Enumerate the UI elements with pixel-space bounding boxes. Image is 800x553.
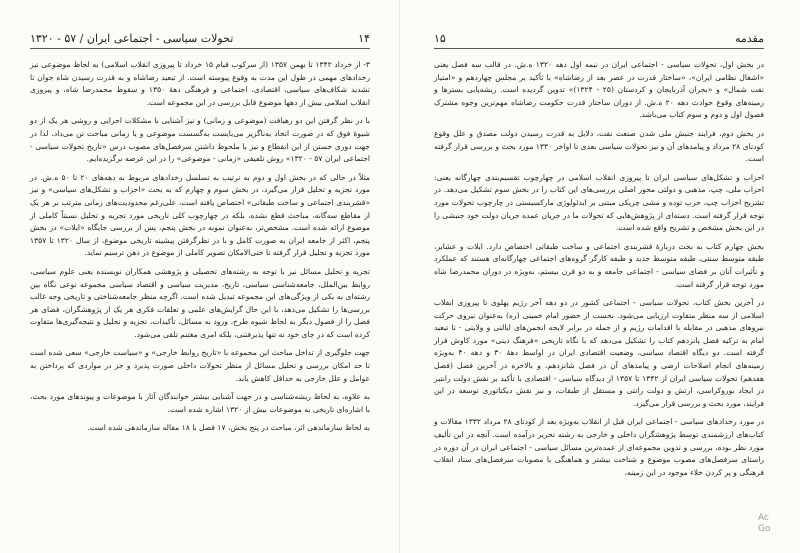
paragraph: ۳- از خرداد ۱۳۴۲ تا بهمن ۱۳۵۷ (از سرکوب قیام ۱۵ خرداد تا پیروزی انقلاب اسلامی) به لحاظ موضوعی نیز رخدادهای مهمی در طول این مدت به وقوع پیوسته است. از تبعید رضاشاه و به قدرت رسیدن شاه جوان تا تشدید شکاف‌های سیاسی، اقتصادی، اجتماعی و فرهنگی دههٔ ۱۳۵۰ و سقوط محمدرضا شاه، و پیروزی انقلاب اسلامی بیش از دهها موضوع قابل بررسی در این مجموعه است.	[30, 60, 370, 107]
running-title: تحولات سیاسی - اجتماعی ایران / ۵۷ - ۱۳۲۰	[30, 32, 234, 45]
paragraph: بخش چهارم کتاب به بحث دربارهٔ قشربندی اجتماعی و ساخت طبقاتی اختصاص دارد. ایلات و عشایر، طبقه متوسط سنتی، طبقه متوسط جدید و طبقه کارگر گروه‌های اجتماعی چهارگانه‌ای هستند که عملکرد و تأثیرات آنان بر فضای سیاسی - اجتماعی جامعه و به دو قرن بیستم، به‌ویژه در دوران محمدرضا شاه مورد توجه قرار گرفته است.	[434, 241, 764, 289]
paragraph: احزاب و تشکل‌های سیاسی ایران تا پیروزی انقلاب اسلامی در چهارچوب تقسیم‌بندی چهارگانه یعنی: احزاب ملی، چپ، مذهبی و دولتی محور اصلی بررسی‌های این کتاب را در بخش سوم تشکیل می‌دهد. در تشریح احزاب چپ، حزب توده و مشی چریکی مبتنی بر ایدئولوژی مارکسیستی در چارچوب تحولات مورد توجه قرار گرفته است. دسته‌ای از پژوهش‌هایی که تحولات ما در جریان عمده جریان دولت خود جنبشی را در این بخش مشخص و تشریح واقع شده است.	[434, 172, 764, 233]
paragraph: در آخرین بخش کتاب، تحولات سیاسی - اجتماعی کشور در دو دهه آخر رژیم پهلوی تا پیروزی انقلاب اسلامی از سه منظر متفاوت ارزیابی می‌شود. نخست از حضور امام خمینی (ره) به‌عنوان نیروی حرکت نیروهای مذهبی در مقابله با اقدامات رژیم و از جمله در برابر لایحه انجمن‌های ایالتی و ولایتی - تا تبعید امام به ترکیه فصل پانزدهم کتاب را تشکیل می‌دهد که با نگاه تاریخی «فرهنگ دینی» مورد کاوش قرار گرفته است. دو دیگاه اقتصاد سیاسی، وضعیت اقتصادی ایران در اواسط دههٔ ۳۰ و دهه ۴۰ به‌ویژه زمینه‌های انجام اصلاحات ارضی و پیامدهای آن در فصل شانزدهم، و بالاخره در آخرین فصل (فصل هفدهم) تحولات سیاسی ایران از ۱۳۴۲ تا ۱۳۵۷ از دیدگاه سیاسی - اقتصادی با تأکید بر نقش دولت رانتیر در ایجاد بوروکراسی، ارتش و دولت رانتی و مستقل از طبقات، و نیز نقش دیکتاتوری توسعه در این فرایند، مورد بحث و بررسی قرار می‌گیرد.	[434, 298, 764, 408]
right-page-header	[434, 30, 764, 49]
paragraph: به لحاظ سازماندهی اثر، مباحث در پنج بخش، ۱۷ فصل با ۱۸ مقاله سازماندهی شده است.	[87, 423, 370, 433]
page-number: ۱۵	[434, 32, 446, 45]
paragraph: به علاوه، به لحاظ ریشه‌شناسی و در جهت آشنایی بیشتر خوانندگان آثار با موضوعات و پیوندهای مورد بحث، با اشاره‌ای تاریخی به موضوعات بیش از ۱۳۲۰ اشاره شده است.	[30, 392, 370, 414]
paragraph: در بخش دوم، فرایند جنبش ملی شدن صنعت نفت، دلایل به قدرت رسیدن دولت مصدق و علل وقوع کودتای ۲۸ مرداد و پیامدهای آن و نیز تحولات سیاسی بعدی تا اواخر ۱۳۳۰ مورد بحث و بررسی قرار گرفته است.	[434, 128, 764, 164]
watermark-line: Ac	[758, 513, 769, 523]
paragraph: مثلاً در حالی که در بخش اول و دوم به ترتیب به تسلسل رخدادهای مربوط به دهه‌های ۲۰ تا ۵۰ ه.ش. در مورد تجزیه و تحلیل قرار می‌گیرد، در بخش سوم و چهارم که به بحث «احزاب و تشکل‌های سیاسی» و نیز «قشربندی اجتماعی و ساخت طبقاتی» اختصاص یافته است، علی‌رغم محدودیت‌های زمانی مترتب بر هر یک از مقاطع سه‌گانه، مباحث قطع نشده، بلکه در چهارچوب کلی تاریخی مورد تجزیه و تحلیل نسبتاً کاملی از موضوع ارائه شده است. مشخص‌تر، به‌عنوان نمونه در بخش پنجم، پس از بررسی جایگاه «ایلات» در بخش پنجم، اکثر از جامعه ایران به صورت کامل و با در نظرگرفتن پیشینه تاریخی موضوع، از سال ۱۳۲۰ تا ۱۳۵۷ مورد تجزیه و تحلیل قرار گرفته تا حتی‌الامکان تصویر کاملی از موضوع در ذهن ترسیم نماید.	[30, 172, 370, 258]
watermark-line: Go	[758, 524, 771, 534]
chapter-title: مقدمه	[734, 32, 764, 45]
paragraph: در بخش اول، تحولات سیاسی - اجتماعی ایران در نیمه اول دهه ۱۳۲۰ ه.ش. در قالب سه فصل یعنی «اشغال نظامی ایران»، «ساختار قدرت در عصر بعد از رضاشاه» با تأکید بر مجلس چهاردهم و «امتیاز نفت شمال» و «بحران آذربایجان و کردستان (۲۵ - ۱۳۲۴)» تدوین گردیده است. ریشه‌یابی بستر‌ها و زمینه‌های وقوع حوادث دهه ۲۰ ه.ش. از دوران ساختار قدرت حکومت رضاشاه مهم‌ترین وجوه مشترک فصول اول و دوم و سوم کتاب می‌باشد.	[434, 60, 764, 120]
paragraph: با در نظر گرفتن این دو رهیافت (موضوعی و زمانی) و نیز آشنایی با مشکلات اجرایی و روشی هر یک از دو شیوهٔ فوق که در صورت اتخاذ به‌ناگزیر می‌بایست به‌گسست موضوعی و یا زمانی مباحث تن می‌داد، لذا در جهت دوری جستن از این انقطاع و نیز با ملحوظ داشتن سرفصل‌های مصوب درس «تاریخ تحولات سیاسی - اجتماعی ایران ۵۷ - ۱۳۲۰» روش تلفیقی «زمانی - موضوعی» را در این عرصه برگزیده‌ایم.	[30, 116, 370, 164]
page-number: ۱۴	[358, 32, 370, 45]
right-page	[400, 0, 800, 553]
activation-watermark	[758, 513, 798, 535]
left-page-header	[30, 30, 370, 49]
paragraph: در مورد رخدادهای سیاسی - اجتماعی ایران قبل از انقلاب به‌ویژه بعد از کودتای ۲۸ مرداد ۱۳۳۲ مقالات و کتاب‌های ارزشمندی توسط پژوهشگران داخلی و خارجی به رشته تحریر درآمده است. آنچه در این تألیف مورد نظر بوده، بررسی و تدوین مجموعه‌ای از عمده‌ترین مسائل سیاسی - اجتماعی ایران در آن دوره در راستای سرفصل‌های مصوب موضوع و شناخت بیشتر و هماهنگی با مصوبات سرفصل‌های ستاد انقلاب فرهنگی و پر کردن خلاء موجود در این زمینه،	[434, 417, 764, 477]
paragraph: جهت جلوگیری از تداخل مباحث این مجموعه با «تاریخ روابط خارجی» و «سیاست خارجی» سعی شده است تا حد امکان بررسی و تحلیل مسائل از منظر تحولات داخلی صورت پذیرد و جز در مواردی که پرداختن به عوامل و علل خارجی به حداقل کاهش یابد.	[30, 348, 370, 383]
paragraph: تجزیه و تحلیل مسائل نیز با توجه به رشته‌های تحصیلی و پژوهشی همکاران نویسنده یعنی علوم سیاسی، روابط بین‌الملل، جامعه‌شناسی سیاسی، تاریخ، مدیریت سیاسی و اقتصاد سیاسی مجموعه نوعی نگاه بین رشته‌ای به یکی از ویژگی‌های این مجموعه تبدیل شده است. اگرچه منظر جامعه‌شناختی و تاریخی وجه غالب بررسی‌ها را تشکیل می‌دهد، با این حال گرایش‌های علمی و تعلقات فکری هر یک از پژوهشگران، فضای هر فصل را از فصول دیگر به لحاظ شیوه طرح، ورود به مسائل، تأکیدات، تجزیه و تحلیل و نتیجه‌گیری‌ها متفاوت کرده است که در جای خود نه تنها پذیرفتنی، بلکه امری مغتنم تلقی می‌شود.	[30, 266, 370, 339]
